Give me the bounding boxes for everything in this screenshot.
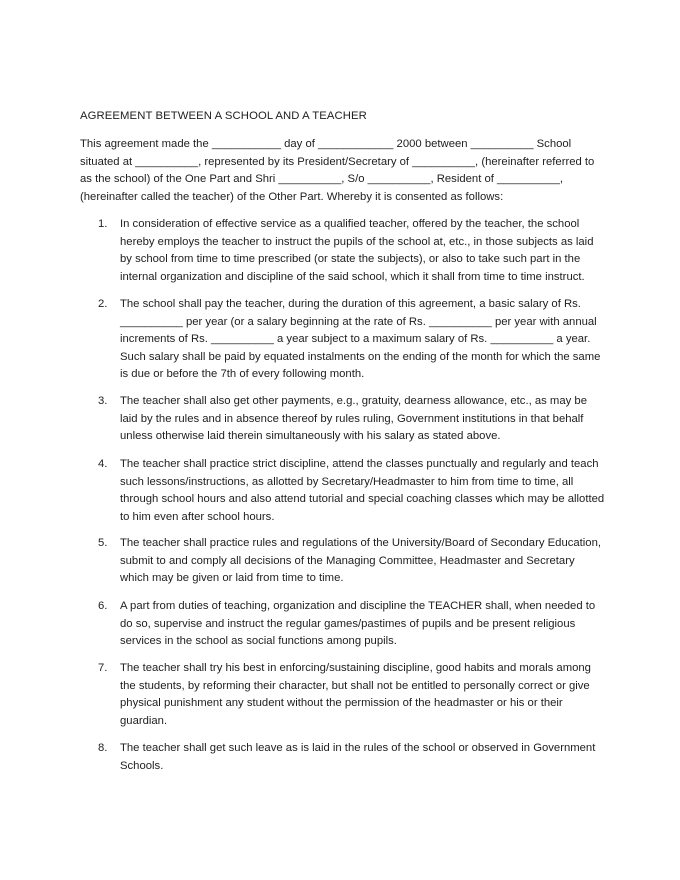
document-title: AGREEMENT BETWEEN A SCHOOL AND A TEACHER <box>80 110 367 122</box>
clause-line: Such salary shall be paid by equated instalments on the ending of the month for which the same <box>120 350 601 363</box>
clause-line: The teacher shall get such leave as is laid in the rules of the school or observed in Government <box>120 742 596 754</box>
clause-line: which may be given or laid from time to time. <box>120 572 344 584</box>
clause-line: internal organization and discipline of the said school, which it shall from time to time instruct. <box>120 270 585 283</box>
clause-line: through school hours and also attend tutorial and special coaching classes which may be allotted <box>120 493 605 505</box>
clause-text <box>120 456 610 526</box>
intro-paragraph <box>80 136 605 207</box>
clause-line: __________ per year (or a salary beginning at the rate of Rs. __________ per year with annual <box>120 315 597 328</box>
clause-line: submit to and comply all decisions of the Managing Committee, Headmaster and Secretary <box>120 554 575 567</box>
clause-line: unless otherwise laid therein simultaneously with his salary as stated above. <box>120 430 501 442</box>
clause-text <box>120 216 610 286</box>
clause-line: guardian. <box>120 714 168 727</box>
clause-number: 1. <box>98 218 108 230</box>
clause-line: laid by the rules and in absence thereof by rules ruling, Government institutions in that behalf <box>120 412 584 425</box>
clause-line: A part from duties of teaching, organization and discipline the TEACHER shall, when needed to <box>120 600 596 612</box>
clause-line: hereby employs the teacher to instruct the pupils of the school at, etc., in those subjects as laid <box>120 235 594 248</box>
clause-line: The teacher shall try his best in enforcing/sustaining discipline, good habits and morals among <box>120 662 591 674</box>
clause-text <box>120 535 610 588</box>
clause-line: Schools. <box>120 759 164 772</box>
clause-text <box>120 296 610 384</box>
clause-line: increments of Rs. __________ a year subject to a maximum salary of Rs. __________ a year. <box>120 333 591 345</box>
clause-number: 4. <box>98 458 108 470</box>
clause-line: to him even after school hours. <box>120 510 275 523</box>
intro-line: This agreement made the ___________ day of ____________ 2000 between __________ School <box>80 138 572 150</box>
clause-number: 7. <box>98 662 108 674</box>
clause-text <box>120 660 610 730</box>
intro-line: (hereinafter called the teacher) of the Other Part. Whereby it is consented as follows: <box>80 191 504 204</box>
clause-number: 2. <box>98 298 108 310</box>
clause-text <box>120 740 610 775</box>
clause-number: 8. <box>98 742 108 754</box>
clause-line: The teacher shall practice strict discipline, attend the classes punctually and regularly and teach <box>120 458 599 470</box>
clause-line: by school from time to time prescribed (or state the subjects), or also to take such part in the <box>120 253 581 265</box>
clause-line: The teacher shall practice rules and regulations of the University/Board of Secondary Education, <box>120 537 602 549</box>
clause-text <box>120 393 610 446</box>
clause-text <box>120 598 610 651</box>
intro-line: situated at __________, represented by its President/Secretary of __________, (hereinafter referred to <box>80 155 595 168</box>
intro-line: as the school) of the One Part and Shri __________, S/o __________, Resident of __________, <box>80 173 563 186</box>
clause-line: services in the school as social functions among pupils. <box>120 635 397 647</box>
clause-line: physical punishment any student without the permission of the headmaster or his or their <box>120 697 563 709</box>
clause-number: 5. <box>98 537 108 549</box>
clause-line: do so, supervise and instruct the regular games/pastimes of pupils and be present religious <box>120 617 576 630</box>
clause-line: the students, by reforming their character, but shall not be entitled to personally correct or give <box>120 679 590 692</box>
clause-number: 6. <box>98 600 108 612</box>
clause-number: 3. <box>98 395 108 407</box>
clause-line: The teacher shall also get other payments, e.g., gratuity, dearness allowance, etc., as may be <box>120 395 587 407</box>
clause-line: The school shall pay the teacher, during the duration of this agreement, a basic salary of Rs. <box>120 298 581 310</box>
clause-line: is due or before the 7th of every following month. <box>120 368 365 380</box>
clause-line: In consideration of effective service as a qualified teacher, offered by the teacher, the school <box>120 218 580 230</box>
clause-line: such lessons/instructions, as allotted by Secretary/Headmaster to him from time to time, all <box>120 475 574 488</box>
